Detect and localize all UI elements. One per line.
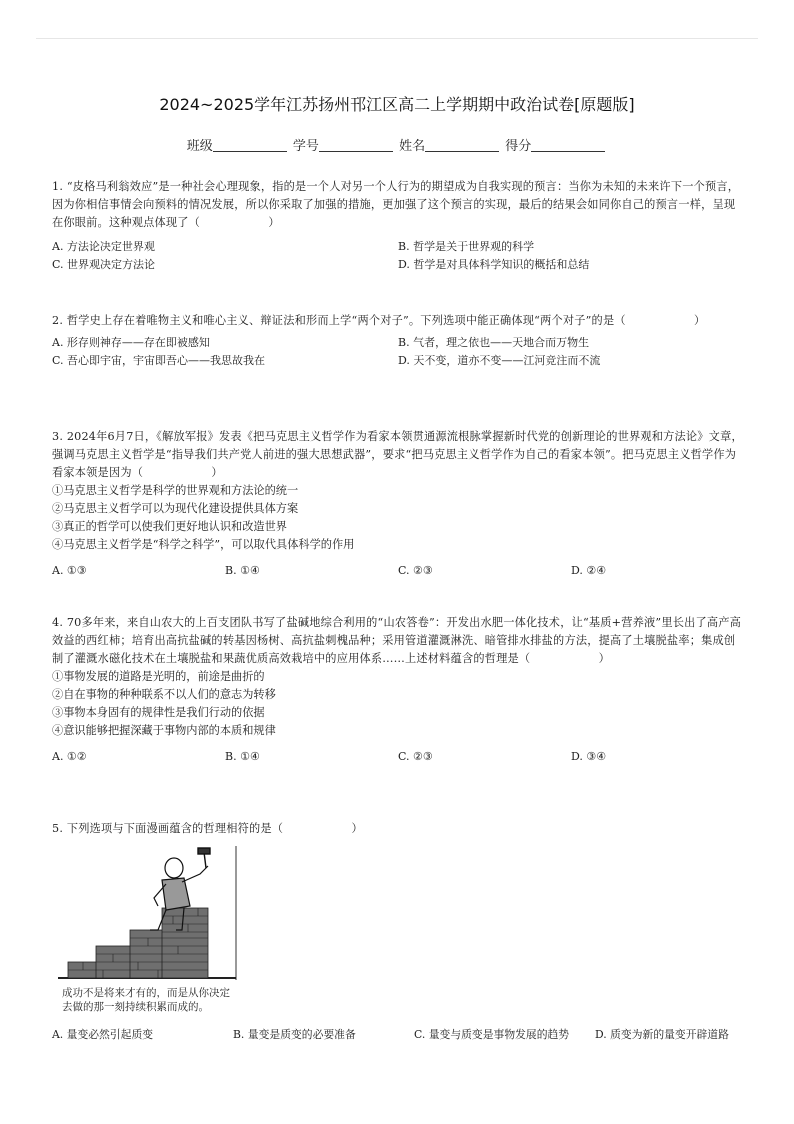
statement-3: ③事物本身固有的规律性是我们行动的依据 <box>52 706 265 719</box>
name-blank[interactable] <box>425 139 499 152</box>
page-title: 2024~2025学年江苏扬州邗江区高二上学期期中政治试卷[原题版] <box>159 95 635 114</box>
question-4 <box>52 614 744 766</box>
question-3 <box>52 428 744 580</box>
question-stem: 5. 下列选项与下面漫画蕴含的哲理相符的是（ ） <box>52 822 363 835</box>
statement-1: ①马克思主义哲学是科学的世界观和方法论的统一 <box>52 484 299 497</box>
question-2 <box>52 312 744 370</box>
statement-4: ④马克思主义哲学是“科学之科学”，可以取代具体科学的作用 <box>52 538 355 551</box>
score-label: 得分 <box>505 139 532 154</box>
option-d[interactable]: D. ③④ <box>571 750 607 763</box>
statement-1: ①事物发展的道路是光明的，前途是曲折的 <box>52 670 265 683</box>
option-b[interactable]: B. ①④ <box>225 564 260 577</box>
question-stem: 4. 70多年来，来自山农大的上百支团队书写了盐碱地综合利用的“山农答卷”：开发出水肥一体化技术，让“基质+营养液”里长出了高产高效益的西红柿；培育出高抗盐碱的转基因杨树、高抗盐刺槐品种；采用管道灌溉淋洗、暗管排水排盐的方法，提高了土壤脱盐率；集成创制了灌溉水磁化技术在土壤脱盐和果蔬优质高效栽培中的应用体系……上述材料蕴含的哲理是（ ） <box>52 616 742 665</box>
option-a[interactable]: A. ①③ <box>52 564 87 577</box>
option-d[interactable]: D. 天不变，道亦不变——江河竞注而不流 <box>398 354 601 367</box>
staircase-cartoon <box>58 846 238 982</box>
option-b[interactable]: B. 哲学是关于世界观的科学 <box>398 240 535 253</box>
question-stem: 1. “皮格马利翁效应”是一种社会心理现象，指的是一个人对另一个人行为的期望成为自我实现的预言：当你为未知的未来许下一个预言，因为你相信事情会向预料的情况发展，所以你采取了加强的措施，更加强了这个预言的实现，最后的结果会如同你自己的预言一样，呈现在你眼前。这种观点体现了（ ） <box>52 180 740 229</box>
statement-2: ②马克思主义哲学可以为现代化建设提供具体方案 <box>52 502 299 515</box>
option-c[interactable]: C. 世界观决定方法论 <box>52 258 156 271</box>
question-5 <box>52 820 744 838</box>
cartoon-caption <box>62 986 262 1014</box>
caption-line-2: 去做的那一刻持续积累而成的。 <box>62 1001 209 1013</box>
option-c[interactable]: C. ②③ <box>398 750 433 763</box>
class-label: 班级 <box>186 139 213 154</box>
option-d[interactable]: D. 哲学是对具体科学知识的概括和总结 <box>398 258 590 271</box>
student-info-line <box>0 135 794 154</box>
option-b[interactable]: B. 气者，理之依也——天地合而万物生 <box>398 336 590 349</box>
class-blank[interactable] <box>213 139 287 152</box>
question-stem: 3. 2024年6月7日，《解放军报》发表《把马克思主义哲学作为看家本领贯通源流根脉掌握新时代党的创新理论的世界观和方法论》文章，强调马克思主义哲学是“指导我们共产党人前进的强大思想武器”，要求“把马克思主义哲学作为自己的看家本领”。把马克思主义哲学作为看家本领是因为（ ） <box>52 430 743 479</box>
question-stem: 2. 哲学史上存在着唯物主义和唯心主义、辩证法和形而上学“两个对子”。下列选项中能正确体现“两个对子”的是（ ） <box>52 314 706 327</box>
option-d[interactable]: D. 质变为新的量变开辟道路 <box>595 1028 729 1041</box>
option-a[interactable]: A. 方法论决定世界观 <box>52 240 155 253</box>
score-blank[interactable] <box>531 139 605 152</box>
option-b[interactable]: B. 量变是质变的必要准备 <box>233 1028 356 1041</box>
option-c[interactable]: C. 吾心即宇宙，宇宙即吾心——我思故我在 <box>52 354 266 367</box>
option-a[interactable]: A. 量变必然引起质变 <box>52 1028 154 1041</box>
option-d[interactable]: D. ②④ <box>571 564 607 577</box>
name-label: 姓名 <box>399 139 426 154</box>
statement-2: ②自在事物的种种联系不以人们的意志为转移 <box>52 688 276 701</box>
option-a[interactable]: A. ①② <box>52 750 87 763</box>
question-1 <box>52 178 744 274</box>
id-blank[interactable] <box>319 139 393 152</box>
option-c[interactable]: C. 量变与质变是事物发展的趋势 <box>414 1028 570 1041</box>
question-5-options <box>52 1026 744 1044</box>
id-label: 学号 <box>292 139 319 154</box>
statement-3: ③真正的哲学可以使我们更好地认识和改造世界 <box>52 520 287 533</box>
option-c[interactable]: C. ②③ <box>398 564 433 577</box>
statement-4: ④意识能够把握深藏于事物内部的本质和规律 <box>52 724 276 737</box>
caption-line-1: 成功不是将来才有的，而是从你决定 <box>62 987 230 999</box>
option-a[interactable]: A. 形存则神存——存在即被感知 <box>52 336 210 349</box>
option-b[interactable]: B. ①④ <box>225 750 260 763</box>
top-rule <box>36 38 758 39</box>
